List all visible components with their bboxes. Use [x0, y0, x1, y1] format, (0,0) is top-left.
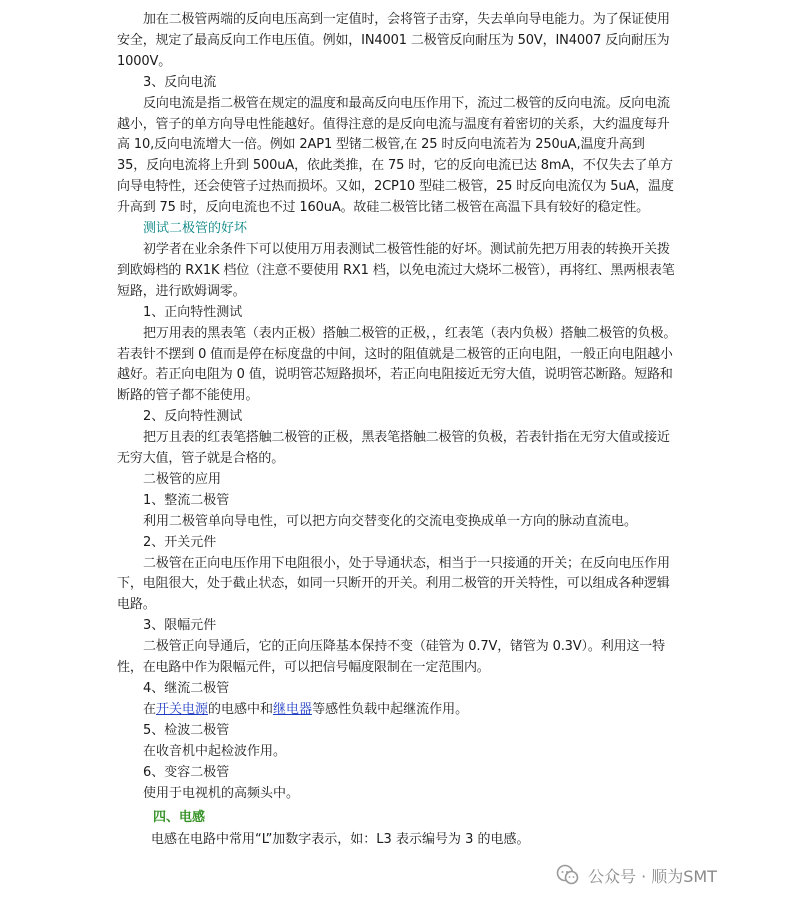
heading-reverse-test: 2、反向特性测试 [143, 409, 243, 425]
heading-limiter: 3、限幅元件 [143, 618, 217, 634]
heading-forward-test: 1、正向特性测试 [143, 304, 243, 320]
section-title-inductance: 四、电感 [153, 810, 206, 826]
heading-rectifier: 1、整流二极管 [143, 492, 230, 508]
text-fragment: 等感性负载中起继流作用。 [312, 701, 469, 717]
paragraph-reverse-test: 把万且表的红表笔搭触二极管的正极，黑表笔搭触二极管的负极，若表针指在无穷大值或接近无穷大值，管子就是合格的。 [117, 430, 670, 467]
heading-applications: 二极管的应用 [143, 471, 222, 487]
paragraph-forward-test: 把万用表的黑表笔（表内正极）搭触二极管的正极，，红表笔（表内负极）搭触二极管的负极。若表针不摆到 0 值而是停在标度盘的中间，这时的阻值就是二极管的正向电阻，一般正向电阻越小越好。若正向电阻为 0 值，说明管芯短路损坏，若正向电阻接近无穷大值，说明管芯断路。短路和断路的管子都不能使用。 [117, 325, 677, 404]
watermark-text: 公众号 · 顺为SMT [588, 866, 717, 886]
paragraph-max-reverse-voltage: 加在二极管两端的反向电压高到一定值时，会将管子击穿，失去单向导电能力。为了保证使用安全，规定了最高反向工作电压值。例如，IN4001 二极管反向耐压为 50V，IN4007 反向耐压为 1000V。 [117, 12, 670, 69]
paragraph-switch: 二极管在正向电压作用下电阻很小，处于导通状态，相当于一只接通的开关；在反向电压作用下，电阻很大，处于截止状态，如同一只断开的开关。利用二极管的开关特性，可以组成各种逻辑电路。 [117, 555, 670, 613]
paragraph-detector: 在收音机中起检波作用。 [143, 743, 287, 759]
paragraph-limiter: 二极管正向导通后，它的正向压降基本保持不变（硅管为 0.7V，锗管为 0.3V）。利用这一特性，在电路中作为限幅元件，可以把信号幅度限制在一定范围内。 [117, 639, 666, 676]
heading-freewheel: 4、继流二极管 [143, 681, 230, 696]
link-relay[interactable]: 继电器 [273, 701, 313, 717]
paragraph-varactor: 使用于电视机的高频头中。 [143, 785, 300, 801]
heading-switch: 2、开关元件 [143, 534, 217, 550]
paragraph-rectifier: 利用二极管单向导电性，可以把方向交替变化的交流电变换成单一方向的脉动直流电。 [143, 513, 638, 529]
text-fragment: 的电感中和 [208, 701, 274, 717]
wechat-watermark [556, 862, 717, 888]
article-body [117, 10, 677, 851]
paragraph-reverse-current: 反向电流是指二极管在规定的温度和最高反向电压作用下，流过二极管的反向电流。反向电流越小，管子的单方向导电性能越好。值得注意的是反向电流与温度有着密切的关系，大约温度每升高 10,反向电流增大一倍。例如 2AP1 型锗二极管,在 25 时反向电流若为 250uA,温度升高到 35，反向电流将上升到 500uA，依此类推，在 75 时，它的反向电流已达 8mA，不仅失去了单方向导电特性，还会使管子过热而损坏。又如，2CP10 型硅二极管，25 时反向电流仅为 5uA，温度升高到 75 时，反向电流也不过 160uA。故硅二极管比锗二极管在高温下具有较好的稳定性。 [117, 95, 674, 216]
paragraph-multimeter-setup: 初学者在业余条件下可以使用万用表测试二极管性能的好坏。测试前先把万用表的转换开关拨到欧姆档的 RX1K 档位（注意不要使用 RX1 档，以免电流过大烧坏二极管），再将红、黑两根表笔短路，进行欧姆调零。 [117, 241, 675, 299]
link-switching-power-supply[interactable]: 开关电源 [156, 701, 209, 717]
paragraph-freewheel [117, 700, 677, 721]
heading-detector: 5、检波二极管 [143, 722, 230, 738]
section-title-test-diode: 测试二极管的好坏 [143, 221, 248, 237]
heading-varactor: 6、变容二极管 [143, 764, 230, 780]
heading-reverse-current: 3、反向电流 [143, 74, 217, 90]
text-fragment: 在 [143, 701, 157, 717]
paragraph-inductance: 电感在电路中常用“L”加数字表示，如：L3 表示编号为 3 的电感。 [151, 832, 530, 848]
wechat-official-account-icon [556, 864, 580, 886]
